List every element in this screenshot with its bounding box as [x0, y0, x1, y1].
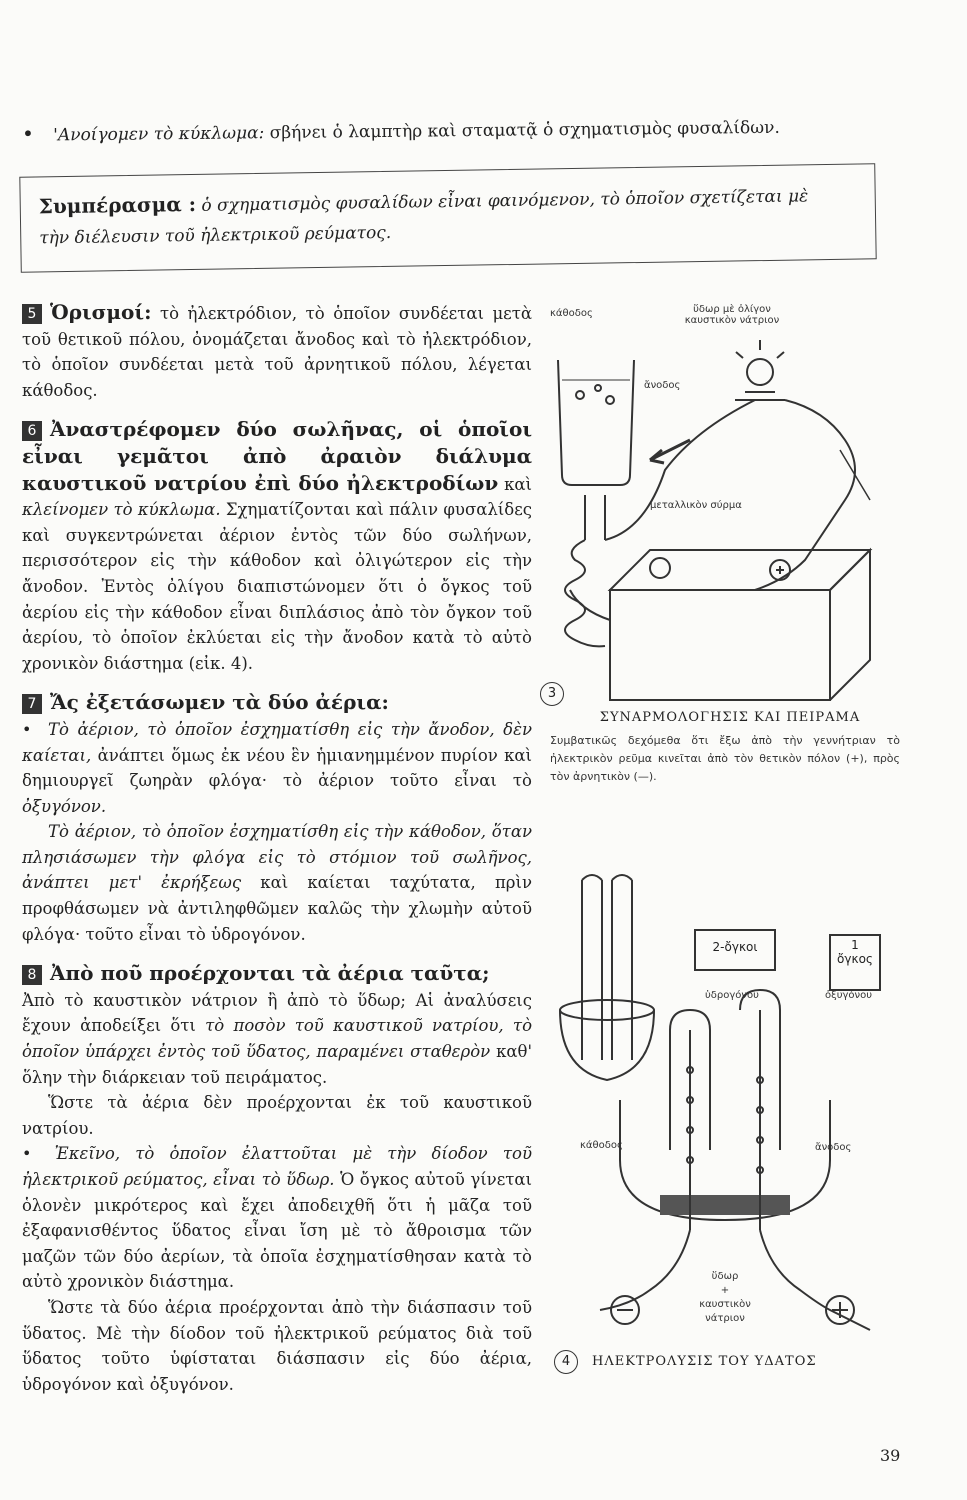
- section-8-para-4: Ὥστε τὰ δύο ἀέρια προέρχονται ἀπὸ τὴν διάσπασιν τοῦ ὕδατος. Μὲ τὴν δίοδον τοῦ ἠλεκτρικοῦ ρεύματος διὰ τοῦ ὕδατος τοῦτο ὑφίσταται διάσπασιν εἰς δύο ἀέρια, ὑδρογόνον καὶ ὀξυγόνον.: [22, 1297, 532, 1394]
- section-8-para-1: [22, 988, 532, 1090]
- section-7-p1-text: ἀνάπτει ὅμως ἐκ νέου ἓν ἡμιανημμένον πυρίον καὶ δημιουργεῖ ζωηρὰν φλόγα· τὸ ἀέριον τοῦτο εἶναι τὸ: [22, 745, 533, 791]
- fig4-label-water: [680, 1270, 770, 1326]
- section-6-title: Ἀναστρέφομεν δύο σωλῆνας, οἱ ὁποῖοι εἶναι γεμᾶτοι ἀπὸ ἀραιὸν διάλυμα καυστικοῦ νατρίου ἐπὶ δύο ἠλεκτροδίων: [22, 417, 532, 495]
- figure-4: [540, 870, 910, 1410]
- fig4-box-right-num: 1: [851, 938, 859, 952]
- section-6-number: 6: [22, 421, 42, 441]
- fig3-label-anode: ἄνοδος: [644, 380, 681, 391]
- section-6-italic: κλείνομεν τὸ κύκλωμα.: [22, 500, 221, 520]
- bullet-icon: •: [22, 1144, 32, 1164]
- section-5-text: τὸ ἠλεκτρόδιον, τὸ ὁποῖον συνδέεται μετὰ τοῦ θετικοῦ πόλου, ὀνομάζεται ἄνοδος καὶ τὸ ἠλεκτρόδιον, τὸ ὁποῖον συνδέεται μετὰ τοῦ ἀρνητικοῦ πόλου, λέγεται κάθοδος.: [22, 304, 532, 400]
- fig4-label-cathode: κάθοδος: [580, 1140, 623, 1151]
- conclusion-box: [19, 163, 876, 272]
- section-7-title: Ἄς ἐξετάσωμεν τὰ δύο ἀέρια:: [50, 690, 389, 715]
- section-6-mid: καὶ: [504, 474, 532, 494]
- fig3-label-cathode: κάθοδος: [550, 308, 593, 319]
- fig4-label-hydrogen: ὑδρογόνου: [705, 990, 759, 1001]
- section-8-p3-text: Ὁ ὄγκος αὐτοῦ γίνεται ὁλονὲν μικρότερος καὶ ἔχει ἀποδειχθῆ ὅτι ἡ μᾶζα τοῦ ἐξαφανισθέντος ὕδατος εἶναι ἴση μὲ τὸ ἄθροισμα τῶν μαζῶν τῶν δύο ἀερίων, τὰ ὁποῖα ἐσχηματίσθησαν κατὰ τὸ αὐτὸ χρονικὸν διάστημα.: [22, 1170, 532, 1292]
- fig3-label-wire: μεταλλικὸν σύρμα: [650, 500, 742, 511]
- section-7-heading: [22, 690, 532, 717]
- intro-italic: 'Ανοίγομεν τὸ κύκλωμα:: [53, 123, 265, 146]
- page-number: 39: [880, 1446, 901, 1465]
- section-8-title: Ἀπὸ ποῦ προέρχονται τὰ ἀέρια ταῦτα;: [50, 961, 490, 986]
- figure-4-caption: ΗΛΕΚΤΡΟΛΥΣΙΣ ΤΟΥ ΥΔΑΤΟΣ: [592, 1354, 817, 1369]
- section-8-para-3: [22, 1141, 532, 1295]
- section-5-title: Ὁρισμοί:: [50, 300, 152, 324]
- fig3-label-water-2: καυστικὸν νάτριον: [684, 315, 780, 326]
- section-6: [22, 417, 532, 676]
- section-8-p3-italic: Ἐκεῖνο, τὸ ὁποῖον ἐλαττοῦται μὲ τὴν δίοδον τοῦ ἠλεκτρικοῦ ρεύματος, εἶναι τὸ ὕδωρ.: [22, 1144, 532, 1189]
- section-7-p1-end: ὀξυγόνον.: [22, 796, 107, 816]
- section-6-text: Σχηματίζονται καὶ πάλιν φυσαλίδες καὶ συγκεντρώνεται ἀέριον ἐντὸς τῶν δύο σωλήνων, περισσότερον εἰς τὴν κάθοδον καὶ ὀλιγώτερον εἰς τὴν ἄνοδον. Ἐντὸς ὀλίγου διαπιστώνομεν ὅτι ὁ ὄγκος τοῦ ἀερίου εἰς τὴν κάθοδον εἶναι διπλάσιος ἀπὸ τὸν ὄγκον τοῦ ἀερίου, τὸ ὁποῖον ἐκλύεται εἰς τὴν ἄνοδον κατὰ τὸ αὐτὸ χρονικὸν διάστημα (εἰκ. 4).: [22, 500, 533, 673]
- fig4-label-plus: +: [720, 1285, 730, 1296]
- main-text-column: [22, 300, 532, 1397]
- bullet-icon: •: [21, 121, 34, 146]
- section-5: [22, 300, 532, 403]
- section-7-para-1: [22, 717, 532, 819]
- section-8-para-2: Ὥστε τὰ ἀέρια δὲν προέρχονται ἐκ τοῦ καυστικοῦ νατρίου.: [22, 1093, 532, 1138]
- section-7-para-2: [22, 819, 532, 947]
- fig3-label-water-1: ὕδωρ μὲ ὀλίγον: [693, 304, 771, 315]
- section-7-number: 7: [22, 694, 42, 714]
- fig4-box-right-word: ὄγκος: [837, 952, 873, 966]
- fig4-label-naoh: καυστικὸν: [699, 1299, 751, 1310]
- conclusion-label: Συμπέρασμα :: [38, 191, 197, 219]
- bullet-icon: •: [22, 719, 32, 739]
- intro-line: [22, 111, 922, 149]
- section-8-heading: [22, 961, 532, 988]
- figure-3-caption-text: Συμβατικῶς δεχόμεθα ὅτι ἔξω ἀπὸ τὴν γεννήτριαν τὸ ἠλεκτρικὸν ρεῦμα κινεῖται ἀπὸ τὸν θετικὸν πόλον (+), πρὸς τὸν ἀρνητικὸν (—).: [550, 734, 900, 783]
- section-8-number: 8: [22, 965, 42, 985]
- section-7-p1-italic: Τὸ ἀέριον, τὸ ὁποῖον ἐσχηματίσθη εἰς τὴν ἄνοδον, δὲν καίεται,: [22, 719, 532, 765]
- conclusion-text-2: τὴν διέλευσιν τοῦ ἠλεκτρικοῦ ρεύματος.: [39, 222, 392, 249]
- fig3-label-water: [652, 304, 812, 326]
- figure-3-caption-title: ΣΥΝΑΡΜΟΛΟΓΗΣΙΣ ΚΑΙ ΠΕΙΡΑΜΑ: [599, 710, 861, 725]
- section-5-number: 5: [22, 304, 42, 324]
- fig4-label-naoh-2: νάτριον: [705, 1313, 745, 1324]
- fig4-label-anode: ἄνοδος: [815, 1142, 852, 1153]
- fig4-box-right: [832, 938, 878, 966]
- conclusion-text-1: ὁ σχηματισμὸς φυσαλίδων εἶναι φαινόμενον, τὸ ὁποῖον σχετίζεται μὲ: [201, 186, 809, 216]
- section-8-p1-italic: τὸ ποσὸν τοῦ καυστικοῦ νατρίου, τὸ ὁποῖον ὑπάρχει ἐντὸς τοῦ ὕδατος, παραμένει σταθερὸν: [22, 1016, 532, 1062]
- figure-4-number: 4: [554, 1350, 578, 1374]
- section-8-p1-end: καθ' ὅλην τὴν διάρκειαν τοῦ πειράματος.: [22, 1042, 532, 1087]
- figure-3: [540, 300, 910, 820]
- fig4-label-oxygen: ὀξυγόνου: [825, 990, 873, 1001]
- fig4-label-water-word: ὕδωρ: [711, 1271, 739, 1282]
- figure-3-number: 3: [540, 682, 564, 706]
- section-7-p2-italic: Τὸ ἀέριον, τὸ ὁποῖον ἐσχηματίσθη εἰς τὴν κάθοδον, ὅταν πλησιάσωμεν τὴν φλόγα εἰς τὸ στόμιον τοῦ σωλῆνος, ἀνάπτει μετ' ἐκρήξεως: [22, 822, 532, 893]
- intro-text: σβήνει ὁ λαμπτὴρ καὶ σταματᾷ ὁ σχηματισμὸς φυσαλίδων.: [269, 117, 780, 144]
- fig4-box-left: 2-ὄγκοι: [712, 940, 758, 954]
- section-8-p1: Ἀπὸ τὸ καυστικὸν νάτριον ἢ ἀπὸ τὸ ὕδωρ; Αἱ ἀναλύσεις ἔχουν ἀποδείξει ὅτι: [22, 990, 532, 1036]
- section-7-p2-text: καὶ καίεται ταχύτατα, πρὶν προφθάσωμεν νὰ ἀντιληφθῶμεν καλῶς τὴν χλωμὴν αὐτοῦ φλόγα· τοῦτο εἶναι τὸ ὑδρογόνον.: [22, 873, 532, 944]
